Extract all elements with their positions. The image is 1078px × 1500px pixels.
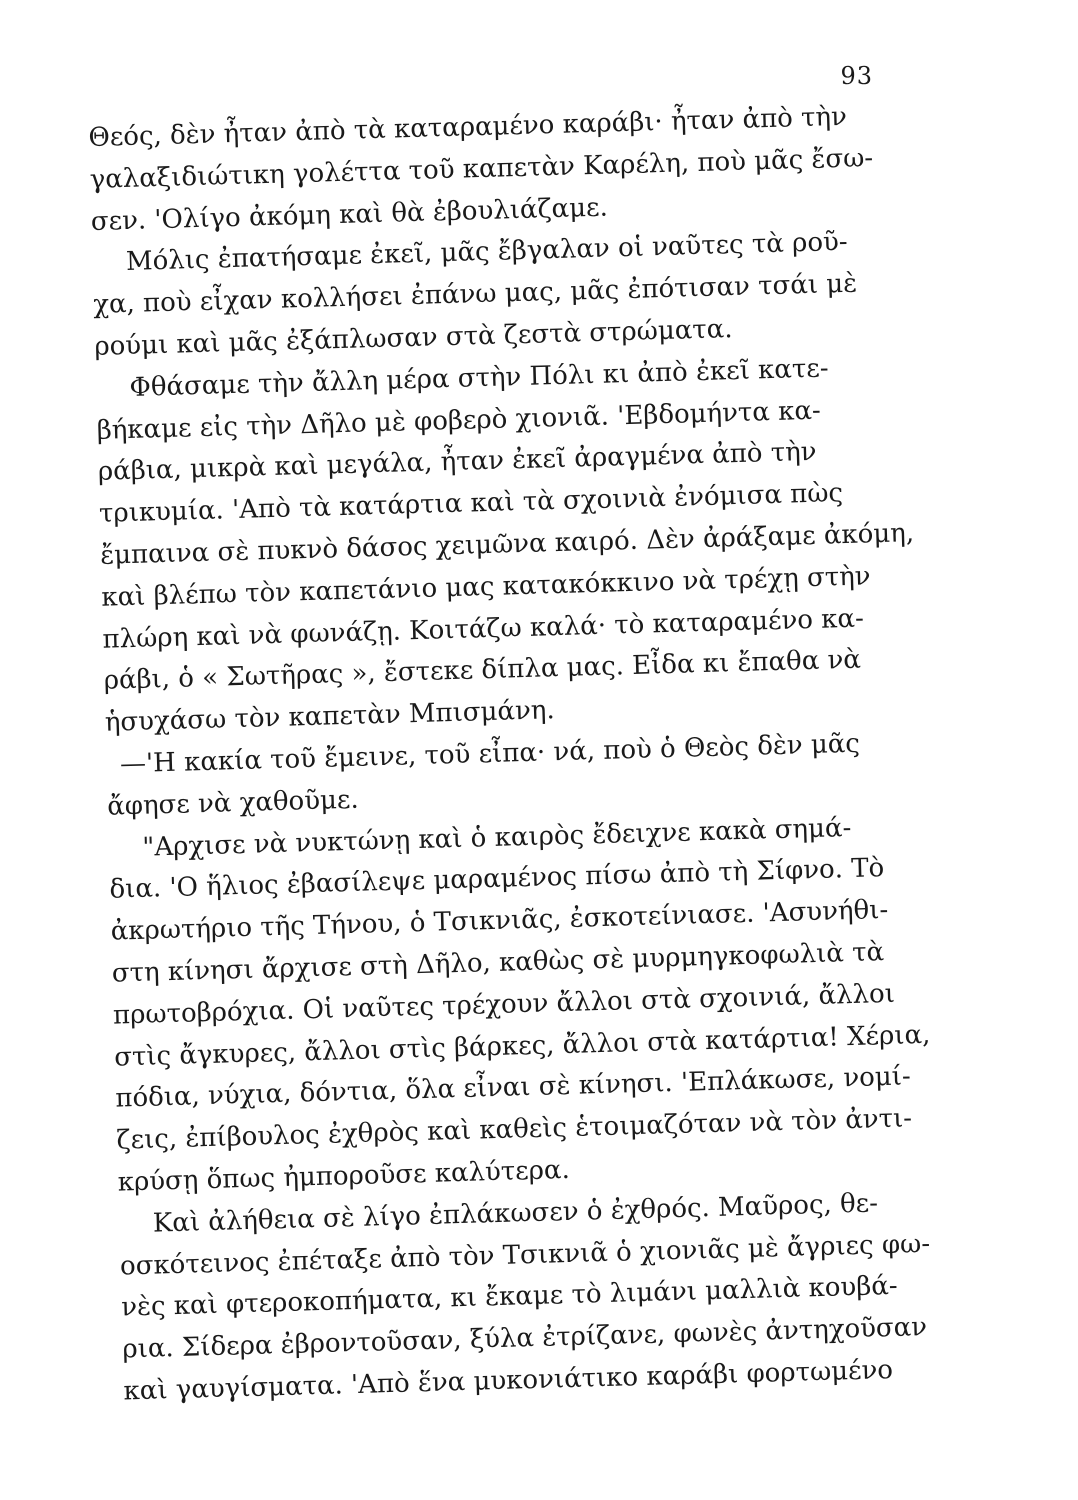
text-line: πόδια, νύχια, δόντια, ὅλα εἶναι σὲ κίνησι. 'Επλάκωσε, νομί-: [114, 1061, 912, 1114]
text-line: χα, ποὺ εἶχαν κολλήσει ἐπάνω μας, μᾶς ἐπότισαν τσάι μὲ: [92, 268, 858, 321]
body-text: [88, 95, 954, 1413]
text-line: πλώρη καὶ νὰ φωνάζῃ. Κοιτάζω καλά· τὸ καταραμένο κα-: [102, 603, 865, 655]
text-line: ἄφησε νὰ χαθοῦμε.: [106, 784, 360, 822]
text-line: οσκότεινος ἐπέταξε ἀπὸ τὸν Τσικνιᾶ ὁ χιονιᾶς μὲ ἄγριες φω-: [119, 1228, 931, 1282]
text-line: ἀκρωτήριο τῆς Τήνου, ὁ Τσικνιᾶς, ἐσκοτείνιασε. 'Ασυνήθι-: [110, 895, 889, 947]
text-line: —'Η κακία τοῦ ἔμεινε, τοῦ εἶπα· νά, ποὺ ὁ Θεὸς δὲν μᾶς: [119, 728, 861, 780]
text-line: καὶ γαυγίσματα. 'Απὸ ἕνα μυκονιάτικο καράβι φορτωμένο: [123, 1354, 894, 1407]
text-line: στη κίνησι ἄρχισε στὴ Δῆλο, καθὼς σὲ μυρμηγκοφωλιὰ τὰ: [111, 937, 885, 989]
text-line: πρωτοβρόχια. Οἱ ναῦτες τρέχουν ἄλλοι στὰ σχοινιά, ἄλλοι: [112, 978, 896, 1031]
text-line: Μόλις ἐπατήσαμε ἐκεῖ, μᾶς ἔβγαλαν οἱ ναῦτες τὰ ροῦ-: [125, 227, 849, 278]
text-line: ράβι, ὁ « Σωτῆρας », ἔστεκε δίπλα μας. Εἶδα κι ἔπαθα νὰ: [103, 644, 862, 697]
text-line: τρικυμία. 'Απὸ τὰ κατάρτια καὶ τὰ σχοινιὰ ἐνόμισα πὼς: [98, 478, 844, 530]
text-line: "Αρχισε νὰ νυκτώνῃ καὶ ὁ καιρὸς ἔδειχνε κακὰ σημά-: [141, 812, 852, 863]
text-line: ρούμι καὶ μᾶς ἐξάπλωσαν στὰ ζεστὰ στρώματα.: [93, 314, 733, 362]
text-line: ράβια, μικρὰ καὶ μεγάλα, ἦταν ἐκεῖ ἀραγμένα ἀπὸ τὴν: [97, 437, 817, 488]
text-line: ζεις, ἐπίβουλος ἐχθρὸς καὶ καθεὶς ἑτοιμαζόταν νὰ τὸν ἀντι-: [116, 1103, 913, 1156]
text-line: Θεός, δὲν ἦταν ἀπὸ τὰ καταραμένο καράβι· ἦταν ἀπὸ τὴν: [88, 101, 848, 153]
text-line: δια. 'Ο ἥλιος ἐβασίλεψε μαραμένος πίσω ἀπὸ τὴ Σίφνο. Τὸ: [109, 853, 885, 906]
text-line: κρύσῃ ὅπως ἠμποροῦσε καλύτερα.: [117, 1154, 571, 1198]
text-line: καὶ βλέπω τὸν καπετάνιο μας κατακόκκινο νὰ τρέχῃ στὴν: [100, 561, 871, 613]
text-line: ἡσυχάσω τὸν καπετὰν Μπισμάνη.: [104, 695, 556, 738]
page-number: 93: [840, 62, 873, 90]
text-line: ἔμπαινα σὲ πυκνὸ δάσος χειμῶνα καιρό. Δὲν ἀράξαμε ἀκόμη,: [99, 518, 915, 571]
text-line: ρια. Σίδερα ἐβροντοῦσαν, ξύλα ἐτρίζανε, φωνὲς ἀντηχοῦσαν: [121, 1312, 928, 1365]
text-line: Καὶ ἀλήθεια σὲ λίγο ἐπλάκωσεν ὁ ἐχθρός. Μαῦρος, θε-: [152, 1188, 879, 1239]
text-line: βήκαμε εἰς τὴν Δῆλο μὲ φοβερὸ χιονιᾶ. 'Εβδομήντα κα-: [96, 395, 822, 446]
text-line: σεν. 'Ολίγο ἀκόμη καὶ θὰ ἐβουλιάζαμε.: [90, 192, 609, 237]
text-line: στὶς ἄγκυρες, ἄλλοι στὶς βάρκες, ἄλλοι στὰ κατάρτια! Χέρια,: [113, 1019, 931, 1073]
text-line: Φθάσαμε τὴν ἄλλη μέρα στὴν Πόλι κι ἀπὸ ἐκεῖ κατε-: [129, 353, 829, 403]
text-line: νὲς καὶ φτεροκοπήματα, κι ἔκαμε τὸ λιμάνι μαλλιὰ κουβά-: [120, 1271, 899, 1323]
text-line: γαλαξιδιώτικη γολέττα τοῦ καπετὰν Καρέλη, ποὺ μᾶς ἔσω-: [89, 142, 874, 195]
